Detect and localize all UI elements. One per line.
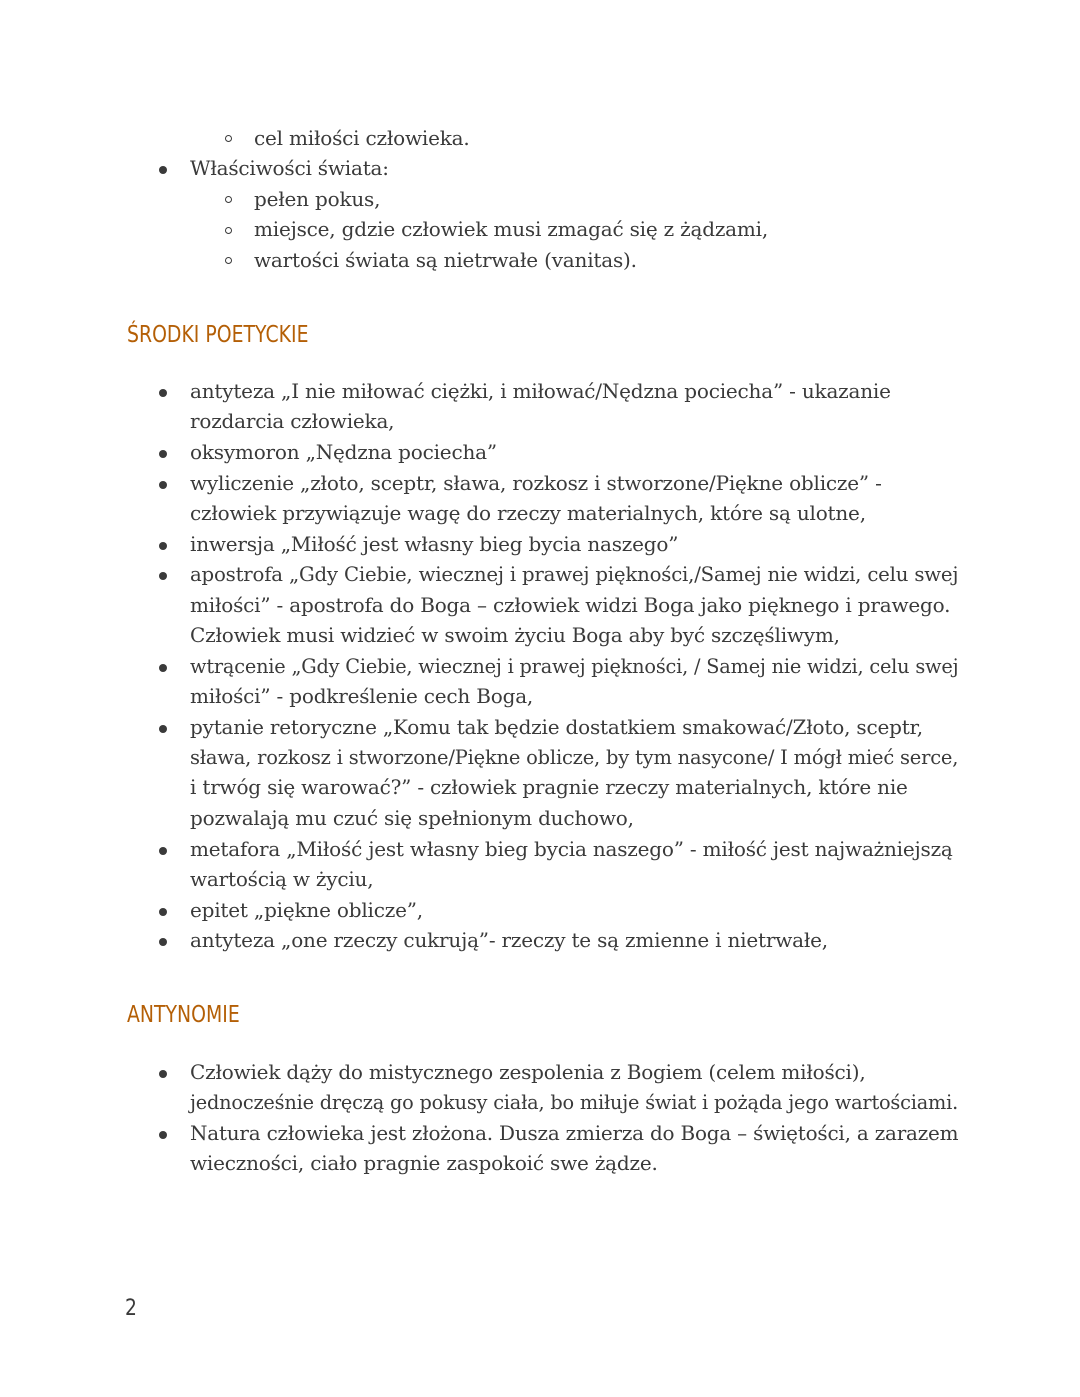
bullet <box>159 725 167 733</box>
sub-list-item: cel miłości człowieka. <box>254 126 470 150</box>
bullet <box>159 389 167 397</box>
list-item-label: Właściwości świata: <box>190 156 389 180</box>
list-item-line: rozdarcia człowieka, <box>190 409 395 433</box>
sub-list-item: wartości świata są nietrwałe (vanitas). <box>254 248 637 272</box>
list-item-line: wartością w życiu, <box>190 867 374 891</box>
bullet <box>159 664 167 672</box>
list-item-line: wtrącenie „Gdy Ciebie, wiecznej i prawej piękności, / Samej nie widzi, celu swej <box>190 654 959 678</box>
list-item-line: miłości” - apostrofa do Boga – człowiek widzi Boga jako pięknego i prawego. <box>190 593 951 617</box>
bullet <box>159 938 167 946</box>
list-item-line: Natura człowieka jest złożona. Dusza zmierza do Boga – świętości, a zarazem <box>190 1121 959 1145</box>
list-item-line: jednocześnie dręczą go pokusy ciała, bo miłuje świat i pożąda jego wartościami. <box>190 1090 959 1114</box>
sub-list-item: miejsce, gdzie człowiek musi zmagać się z żądzami, <box>254 217 769 241</box>
list-item-line: antyteza „one rzeczy cukrują”- rzeczy te są zmienne i nietrwałe, <box>190 928 828 952</box>
list-item-line: Człowiek musi widzieć w swoim życiu Boga aby być szczęśliwym, <box>190 623 840 647</box>
list-item-line: apostrofa „Gdy Ciebie, wiecznej i prawej piękności,/Samej nie widzi, celu swej <box>190 562 959 586</box>
page-number: 2 <box>125 1296 137 1321</box>
section-heading-antinomies: ANTYNOMIE <box>127 1002 240 1028</box>
bullet <box>159 572 167 580</box>
sub-list-item: pełen pokus, <box>254 187 381 211</box>
list-item-line: oksymoron „Nędzna pociecha” <box>190 440 497 464</box>
list-item-line: miłości” - podkreślenie cech Boga, <box>190 684 534 708</box>
list-item-line: metafora „Miłość jest własny bieg bycia naszego” - miłość jest najważniejszą <box>190 837 953 861</box>
list-item-line: inwersja „Miłość jest własny bieg bycia naszego” <box>190 532 679 556</box>
bullet <box>159 450 167 458</box>
bullet <box>159 1131 167 1139</box>
list-item-line: człowiek przywiązuje wagę do rzeczy materialnych, które są ulotne, <box>190 501 866 525</box>
list-item-line: pytanie retoryczne „Komu tak będzie dostatkiem smakować/Złoto, sceptr, <box>190 715 923 739</box>
list-item-line: pozwalają mu czuć się spełnionym duchowo, <box>190 806 634 830</box>
sub-bullet <box>225 257 232 264</box>
list-item-line: antyteza „I nie miłować ciężki, i miłować/Nędzna pociecha” - ukazanie <box>190 379 891 403</box>
bullet <box>159 908 167 916</box>
sub-bullet <box>225 227 232 234</box>
bullet <box>159 542 167 550</box>
list-item-line: Człowiek dąży do mistycznego zespolenia z Bogiem (celem miłości), <box>190 1060 866 1084</box>
bullet <box>159 1070 167 1078</box>
bullet <box>159 166 167 174</box>
sub-bullet <box>225 196 232 203</box>
list-item-line: sława, rozkosz i stworzone/Piękne oblicze, by tym nasycone/ I mógł mieć serce, <box>190 745 959 769</box>
section-heading-poetic-devices: ŚRODKI POETYCKIE <box>127 322 309 348</box>
list-item-line: wyliczenie „złoto, sceptr, sława, rozkosz i stworzone/Piękne oblicze” - <box>190 471 882 495</box>
list-item-line: wieczności, ciało pragnie zaspokoić swe żądze. <box>190 1151 658 1175</box>
list-item-line: i trwóg się warować?” - człowiek pragnie rzeczy materialnych, które nie <box>190 775 908 799</box>
list-item-line: epitet „piękne oblicze”, <box>190 898 423 922</box>
bullet <box>159 847 167 855</box>
sub-bullet <box>225 135 232 142</box>
bullet <box>159 481 167 489</box>
